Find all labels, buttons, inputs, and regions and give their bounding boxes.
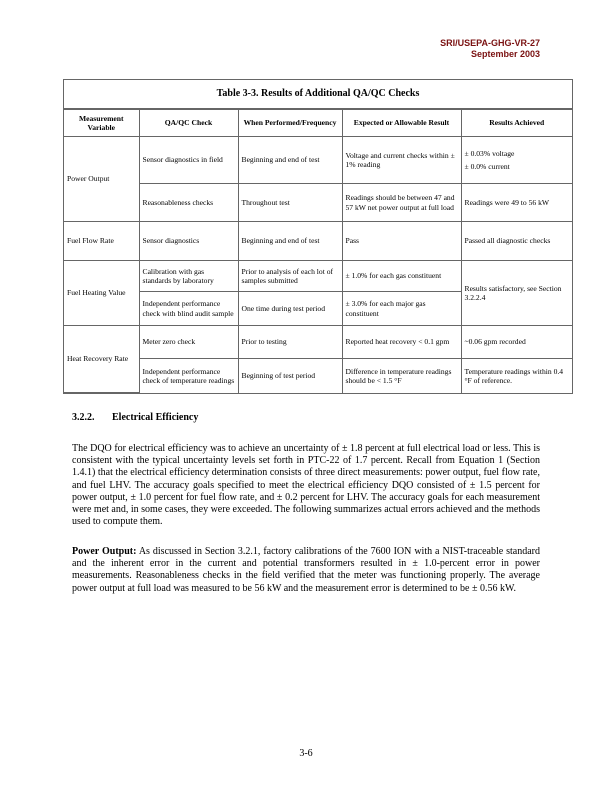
qa-qc-table xyxy=(63,79,573,394)
paragraph-lead: Power Output: xyxy=(72,546,137,557)
variable-cell: Heat Recovery Rate xyxy=(64,326,139,393)
paragraph-power-output xyxy=(72,546,540,595)
table-header-row xyxy=(64,110,572,137)
check-cell: Sensor diagnostics xyxy=(139,222,238,261)
expected-cell: Reported heat recovery < 0.1 gpm xyxy=(342,326,461,359)
document-header xyxy=(440,38,540,60)
result-cell xyxy=(461,137,572,184)
result-cell: Temperature readings within 0.4 °F of reference. xyxy=(461,359,572,393)
result-line: ± 0.0% current xyxy=(464,162,510,171)
when-cell: Prior to analysis of each lot of samples submitted xyxy=(238,261,342,292)
expected-cell: Voltage and current checks within ± 1% reading xyxy=(342,137,461,184)
table-caption: Table 3-3. Results of Additional QA/QC Checks xyxy=(64,80,572,109)
section-number: 3.2.2. xyxy=(72,412,95,423)
check-cell: Reasonableness checks xyxy=(139,184,238,222)
check-cell: Sensor diagnostics in field xyxy=(139,137,238,184)
when-cell: Throughout test xyxy=(238,184,342,222)
result-line: ± 0.03% voltage xyxy=(464,149,515,158)
check-cell: Calibration with gas standards by laboratory xyxy=(139,261,238,292)
column-header: When Performed/Frequency xyxy=(238,110,342,137)
expected-cell: ± 3.0% for each major gas constituent xyxy=(342,292,461,326)
column-header: Measurement Variable xyxy=(64,110,139,137)
variable-cell: Power Output xyxy=(64,137,139,222)
column-header: Expected or Allowable Result xyxy=(342,110,461,137)
expected-cell: ± 1.0% for each gas constituent xyxy=(342,261,461,292)
column-header: QA/QC Check xyxy=(139,110,238,137)
check-cell: Independent performance check of temperature readings xyxy=(139,359,238,393)
document-id: SRI/USEPA-GHG-VR-27 xyxy=(440,38,540,48)
paragraph-body: As discussed in Section 3.2.1, factory calibrations of the 7600 ION with a NIST-traceable standard and the inherent error in the current and potential transformers resulted in ± 1.0-percent error in power measurements. Reasonableness checks in the field verified that the meter was functioning properly. The average power output at full load was measured to be 56 kW and the measurement error is determined to be ± 0.56 kW. xyxy=(72,546,540,594)
expected-cell: Readings should be between 47 and 57 kW net power output at full load xyxy=(342,184,461,222)
check-cell: Meter zero check xyxy=(139,326,238,359)
when-cell: Prior to testing xyxy=(238,326,342,359)
document-date: September 2003 xyxy=(470,49,540,59)
section-title: Electrical Efficiency xyxy=(112,412,199,423)
result-cell: Readings were 49 to 56 kW xyxy=(461,184,572,222)
table-row xyxy=(64,184,572,222)
paragraph-electrical-efficiency: The DQO for electrical efficiency was to achieve an uncertainty of ± 1.8 percent at full electrical load or less. This is consistent with the typical uncertainty levels set forth in PTC-22 of 1.7 percent. Recall from Equation 1 (Section 1.4.1) that the electrical efficiency determination consists of three direct measurements: power output, fuel flow rate, and fuel LHV. The accuracy goals specified to meet the electrical efficiency DQO consisted of ± 1.5 percent for power output, ± 1.0 percent for fuel flow rate, and ± 0.2 percent for LHV. The accuracy goals for each measurement were met and, in some cases, they were exceeded. The following summarizes actual errors achieved and the methods used to compute them. xyxy=(72,443,540,528)
results-table xyxy=(64,109,572,393)
table-row xyxy=(64,261,572,292)
column-header: Results Achieved xyxy=(461,110,572,137)
check-cell: Independent performance check with blind audit sample xyxy=(139,292,238,326)
result-cell: Results satisfactory, see Section 3.2.2.4 xyxy=(461,261,572,326)
expected-cell: Pass xyxy=(342,222,461,261)
table-row xyxy=(64,359,572,393)
when-cell: Beginning of test period xyxy=(238,359,342,393)
table-row xyxy=(64,137,572,184)
result-cell: Passed all diagnostic checks xyxy=(461,222,572,261)
section-heading xyxy=(72,412,198,423)
when-cell: Beginning and end of test xyxy=(238,222,342,261)
expected-cell: Difference in temperature readings should be < 1.5 °F xyxy=(342,359,461,393)
variable-cell: Fuel Heating Value xyxy=(64,261,139,326)
page-number: 3-6 xyxy=(299,748,313,759)
table-row xyxy=(64,222,572,261)
result-cell: ~0.06 gpm recorded xyxy=(461,326,572,359)
when-cell: Beginning and end of test xyxy=(238,137,342,184)
when-cell: One time during test period xyxy=(238,292,342,326)
variable-cell: Fuel Flow Rate xyxy=(64,222,139,261)
table-row xyxy=(64,326,572,359)
